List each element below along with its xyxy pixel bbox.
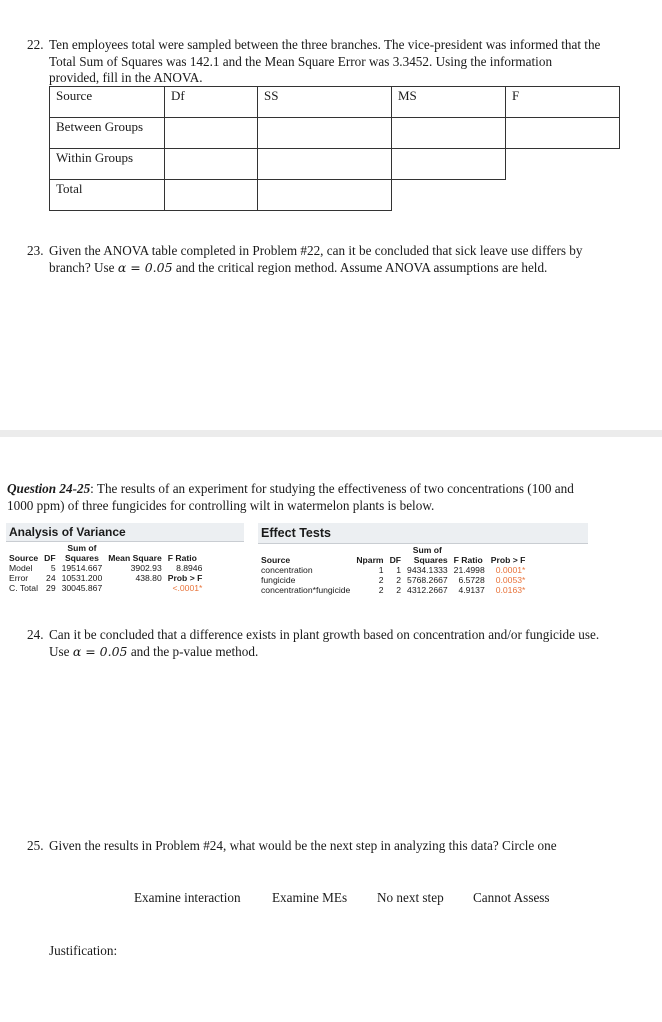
panel-title: Analysis of Variance	[6, 523, 244, 542]
question-text: : The results of an experiment for studying the effectiveness of two concentrations (100 and	[90, 481, 574, 496]
row-label: Total	[50, 180, 165, 211]
cell-nparm: 2	[378, 585, 384, 595]
question-text-line: 1000 ppm) of three fungicides for controlling wilt in watermelon plants is below.	[7, 498, 435, 513]
empty-cell[interactable]	[258, 180, 392, 211]
col-df: DF	[389, 555, 402, 565]
header-ss: SS	[258, 87, 392, 118]
table-row	[6, 563, 205, 573]
table-row	[6, 573, 205, 583]
cell-ss: 4312.2667	[407, 585, 448, 595]
row-label: Between Groups	[50, 118, 165, 149]
cell-source: C. Total	[9, 583, 38, 593]
effect-tests-table	[258, 545, 528, 595]
question-text: Use	[49, 644, 70, 659]
question-22	[27, 37, 647, 87]
question-text: and the p-value method.	[130, 644, 259, 659]
question-text-line: provided, fill in the ANOVA.	[49, 70, 203, 85]
cell-df: 5	[50, 563, 56, 573]
header-ms: MS	[392, 87, 506, 118]
option-examine-mes[interactable]: Examine MEs	[272, 890, 348, 905]
cell-ms	[105, 583, 165, 593]
cell-ss: 30045.867	[61, 583, 103, 593]
empty-cell[interactable]	[258, 149, 392, 180]
anova-fill-table	[49, 86, 620, 211]
cell-source: Model	[9, 563, 33, 573]
blank-cell	[506, 180, 620, 211]
question-24-25-intro	[7, 480, 647, 514]
col-fratio: F Ratio	[453, 555, 483, 565]
section-divider	[0, 430, 662, 437]
col-ss-top: Sum of	[67, 543, 97, 553]
col-source: Source	[261, 555, 291, 565]
cell-ms: 3902.93	[130, 563, 162, 573]
p-value: 0.0001*	[495, 565, 526, 575]
col-prob: Prob > F	[490, 555, 526, 565]
cell-df: 24	[46, 573, 56, 583]
cell-source: fungicide	[261, 575, 296, 585]
cell-f: 8.8946	[176, 563, 203, 573]
cell-nparm: 1	[378, 565, 384, 575]
cell-ms: 438.80	[135, 573, 162, 583]
empty-cell[interactable]	[506, 118, 620, 149]
cell-f: 6.5728	[458, 575, 485, 585]
question-number: 22.	[27, 37, 44, 52]
empty-cell[interactable]	[392, 118, 506, 149]
alpha-value: α = 0.05	[72, 644, 128, 659]
question-text: and the critical region method. Assume ANOVA assumptions are held.	[175, 260, 548, 275]
table-header-row	[258, 545, 528, 565]
blank-cell	[506, 149, 620, 180]
option-examine-interaction[interactable]: Examine interaction	[134, 890, 241, 905]
question-24	[27, 626, 647, 660]
cell-nparm: 2	[378, 575, 384, 585]
empty-cell[interactable]	[165, 180, 258, 211]
table-row	[258, 575, 528, 585]
col-ss	[404, 545, 451, 565]
question-text: branch? Use	[49, 260, 115, 275]
anova-output-table	[6, 543, 205, 593]
empty-cell[interactable]	[165, 149, 258, 180]
question-number: 24.	[27, 627, 44, 642]
col-nparm: Nparm	[356, 555, 384, 565]
table-header-row	[50, 87, 620, 118]
question-text-line: Given the ANOVA table completed in Problem #22, can it be concluded that sick leave use differs by	[49, 243, 583, 258]
question-text: Given the results in Problem #24, what would be the next step in analyzing this data? Circle one	[49, 838, 557, 853]
analysis-of-variance-panel	[6, 523, 244, 593]
col-fratio: F Ratio	[167, 553, 197, 563]
header-df: Df	[165, 87, 258, 118]
cell-ss: 9434.1333	[407, 565, 448, 575]
blank-cell	[392, 180, 506, 211]
option-no-next-step[interactable]: No next step	[377, 890, 444, 905]
cell-ss: 19514.667	[61, 563, 103, 573]
effect-tests-panel	[258, 523, 588, 595]
empty-cell[interactable]	[258, 118, 392, 149]
p-value: 0.0163*	[495, 585, 526, 595]
option-cannot-assess[interactable]: Cannot Assess	[473, 890, 550, 905]
question-number: 23.	[27, 243, 44, 258]
col-ss-top: Sum of	[412, 545, 442, 555]
cell-source: Error	[9, 573, 29, 583]
header-f: F	[506, 87, 620, 118]
question-number: 25.	[27, 838, 44, 853]
table-row	[50, 180, 620, 211]
prob-label: Prob > F	[167, 573, 203, 583]
row-label: Within Groups	[50, 149, 165, 180]
alpha-value: α = 0.05	[117, 260, 173, 275]
cell-source: concentration	[261, 565, 313, 575]
empty-cell[interactable]	[165, 118, 258, 149]
cell-df: 29	[46, 583, 56, 593]
panel-title: Effect Tests	[258, 523, 588, 544]
col-ss-bottom: Squares	[64, 553, 99, 563]
col-source: Source	[9, 553, 39, 563]
cell-f: 4.9137	[458, 585, 485, 595]
col-ss-bottom: Squares	[413, 555, 448, 565]
cell-df: 2	[396, 575, 402, 585]
cell-source: concentration*fungicide	[261, 585, 351, 595]
cell-ss: 10531.200	[61, 573, 103, 583]
question-label: Question 24-25	[7, 481, 91, 496]
cell-df: 2	[396, 585, 402, 595]
col-ss	[59, 543, 106, 563]
col-df: DF	[44, 553, 56, 563]
justification-label: Justification:	[49, 943, 118, 958]
table-row	[50, 118, 620, 149]
header-source: Source	[50, 87, 165, 118]
col-ms: Mean Square	[108, 553, 162, 563]
cell-f: 21.4998	[453, 565, 485, 575]
p-value: <.0001*	[172, 583, 203, 593]
question-text-line: Can it be concluded that a difference exists in plant growth based on concentration and/or fungicide use.	[49, 627, 600, 642]
table-row	[258, 565, 528, 575]
table-header-row	[6, 543, 205, 563]
table-row	[6, 583, 205, 593]
question-23	[27, 242, 647, 276]
table-row	[50, 149, 620, 180]
cell-df: 1	[396, 565, 402, 575]
empty-cell[interactable]	[392, 149, 506, 180]
question-text-line: Ten employees total were sampled between the three branches. The vice-president was informed that the	[49, 37, 601, 52]
p-value: 0.0053*	[495, 575, 526, 585]
question-25	[27, 838, 647, 854]
question-text-line: Total Sum of Squares was 142.1 and the Mean Square Error was 3.3452. Using the information	[49, 53, 553, 69]
cell-ss: 5768.2667	[407, 575, 448, 585]
table-row	[258, 585, 528, 595]
